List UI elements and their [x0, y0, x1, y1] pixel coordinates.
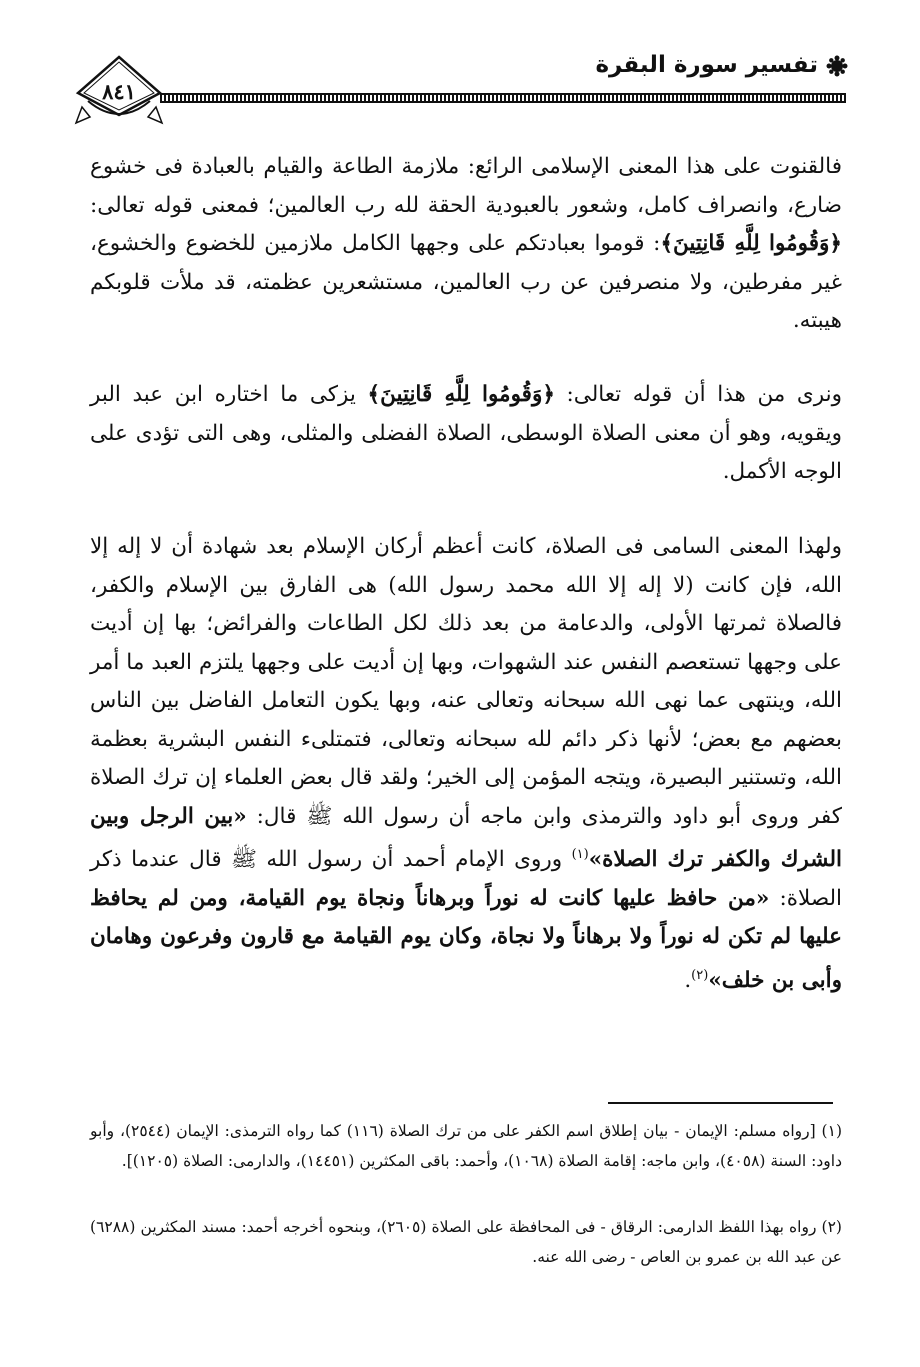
paragraph-2 — [90, 376, 842, 492]
hadith-quote-2: «من حافظ عليها كانت له نوراً وبرهاناً ونجاة يوم القيامة، ومن لم يحافظ عليها لم تكن له نوراً ولا برهاناً ولا نجاة، وكان يوم القيامة مع قارون وفرعون وهامان وأبى بن خلف» — [90, 885, 842, 993]
flower-ornament-icon — [826, 55, 848, 77]
paragraph-3-text-c: وروى الإمام أحمد أن رسول الله ﷺ قال عندما ذكر الصلاة: — [90, 847, 843, 911]
paragraph-3-text-a: ولهذا المعنى السامى فى الصلاة، كانت أعظم أركان الإسلام بعد شهادة أن لا إله إلا الله، فإن كانت (لا إله إلا الله محمد رسول الله) هى الفارق بين الإسلام والكفر، فالصلاة ثمرتها الأولى، والدعامة من بعد ذلك لكل الطاعات والفرائض؛ بها إن أديت على وجهها تستعصم النفس عند الشهوات، وبها إن أديت على وجهها يلتزم العبد ما أمر الله، وينتهى عما نهى الله سبحانه وتعالى عنه، وبها يكون التعامل الفاضل بين الناس بعضهم مع بعض؛ لأنها ذكر دائم لله سبحانه وتعالى، فتمتلىء النفس البشرية بعظمة الله، وتستنير البصيرة، ويتجه المؤمن إلى الخير؛ ولقد قال بعض العلماء إن ترك الصلاة كفر وروى أبو داود والترمذى وابن ماجه أن رسول الله ﷺ قال: — [90, 534, 842, 829]
paragraph-2-text-a: ونرى من هذا أن قوله تعالى: — [554, 382, 842, 407]
quran-quote-1: ﴿وَقُومُوا لِلَّهِ قَانِتِينَ﴾ — [660, 231, 842, 256]
footnote-1: (١) [رواه مسلم: الإيمان - بيان إطلاق اسم الكفر على من ترك الصلاة (١١٦) كما رواه الترمذى: الإيمان (٢٥٤٤)، وأبو داود: السنة (٤٠٥٨)، وابن ماجه: إقامة الصلاة (١٠٦٨)، وأحمد: باقى المكثرين (١٤٤٥١)، والدارمى: الصلاة (١٢٠٥)]. — [90, 1122, 842, 1170]
paragraph-1-text-b: : قوموا بعبادتكم على وجهها الكامل ملازمين للخضوع والخشوع، غير مفرطين، ولا منصرفين عن رب العالمين، مستشعرين عظمته، قد ملأت قلوبكم هيبته. — [90, 231, 842, 333]
paragraph-1-text-a: فالقنوت على هذا المعنى الإسلامى الرائع: ملازمة الطاعة والقيام بالعبادة فى خشوع ضارع، وانصراف كامل، وشعور بالعبودية الحقة لله رب العالمين؛ فمعنى قوله تعالى: — [90, 154, 842, 218]
paragraph-3-end: . — [684, 967, 692, 993]
quran-quote-2: ﴿وَقُومُوا لِلَّهِ قَانِتِينَ﴾ — [367, 382, 555, 407]
footnote-2: (٢) رواه بهذا اللفظ الدارمى: الرقاق - فى المحافظة على الصلاة (٢٦٠٥)، وبنحوه أخرجه أحمد: مسند المكثرين (٦٢٨٨) عن عبد الله بن عمرو بن العاص - رضى الله عنه. — [90, 1218, 842, 1266]
paragraph-3 — [90, 528, 842, 1000]
paragraph-1 — [90, 148, 842, 341]
footnote-separator — [608, 1102, 833, 1104]
paragraph-2-text-b: يزكى ما اختاره ابن عبد البر ويقويه، وهو أن معنى الصلاة الوسطى، الصلاة الفضلى والمثلى، وهى التى تؤدى على الوجه الأكمل. — [90, 382, 842, 484]
hadith-quote-1: «بين الرجل وبين الشرك والكفر ترك الصلاة» — [90, 803, 842, 873]
footnote-ref-1[interactable]: (١) — [571, 847, 589, 862]
page-number: ٨٤١ — [102, 79, 136, 104]
header-rule — [160, 93, 846, 103]
footnote-ref-2[interactable]: (٢) — [691, 967, 709, 983]
running-title: تفسير سورة البقرة — [595, 52, 818, 78]
